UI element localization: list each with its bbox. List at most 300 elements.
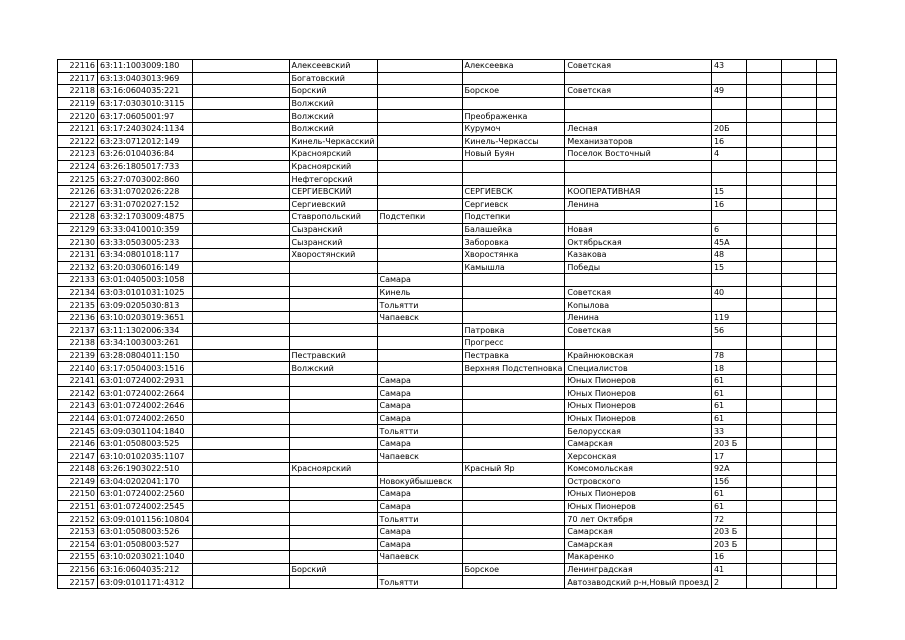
- empty-cell[interactable]: [781, 72, 816, 85]
- empty-cell[interactable]: [746, 211, 781, 224]
- row-number-cell[interactable]: 22125: [58, 173, 98, 186]
- empty-cell[interactable]: [192, 160, 289, 173]
- cadastral-number-cell[interactable]: 63:01:0508003:527: [98, 538, 193, 551]
- empty-cell[interactable]: [192, 337, 289, 350]
- locality-cell[interactable]: [462, 551, 565, 564]
- cadastral-number-cell[interactable]: 63:01:0405003:1058: [98, 274, 193, 287]
- row-number-cell[interactable]: 22138: [58, 337, 98, 350]
- cadastral-number-cell[interactable]: 63:10:0102035:1107: [98, 450, 193, 463]
- city-cell[interactable]: [377, 173, 462, 186]
- city-cell[interactable]: Самара: [377, 525, 462, 538]
- empty-cell[interactable]: [746, 97, 781, 110]
- empty-cell[interactable]: [192, 576, 289, 589]
- row-number-cell[interactable]: 22157: [58, 576, 98, 589]
- empty-cell[interactable]: [746, 72, 781, 85]
- cadastral-number-cell[interactable]: 63:17:0605001:97: [98, 110, 193, 123]
- cadastral-number-cell[interactable]: 63:01:0724002:2560: [98, 488, 193, 501]
- district-cell[interactable]: [289, 286, 377, 299]
- empty-cell[interactable]: [816, 563, 836, 576]
- cadastral-number-cell[interactable]: 63:26:1805017:733: [98, 160, 193, 173]
- house-cell[interactable]: 61: [711, 500, 746, 513]
- empty-cell[interactable]: [816, 362, 836, 375]
- cadastral-number-cell[interactable]: 63:01:0724002:2545: [98, 500, 193, 513]
- city-cell[interactable]: Тольятти: [377, 299, 462, 312]
- empty-cell[interactable]: [746, 387, 781, 400]
- row-number-cell[interactable]: 22154: [58, 538, 98, 551]
- street-cell[interactable]: Автозаводский р-н,Новый проезд: [565, 576, 712, 589]
- empty-cell[interactable]: [746, 248, 781, 261]
- street-cell[interactable]: Юных Пионеров: [565, 387, 712, 400]
- city-cell[interactable]: Тольятти: [377, 576, 462, 589]
- cadastral-number-cell[interactable]: 63:31:0702027:152: [98, 198, 193, 211]
- house-cell[interactable]: 2: [711, 576, 746, 589]
- empty-cell[interactable]: [192, 400, 289, 413]
- row-number-cell[interactable]: 22141: [58, 374, 98, 387]
- empty-cell[interactable]: [192, 299, 289, 312]
- empty-cell[interactable]: [816, 513, 836, 526]
- row-number-cell[interactable]: 22117: [58, 72, 98, 85]
- empty-cell[interactable]: [816, 500, 836, 513]
- house-cell[interactable]: 16: [711, 198, 746, 211]
- empty-cell[interactable]: [192, 72, 289, 85]
- locality-cell[interactable]: [462, 437, 565, 450]
- empty-cell[interactable]: [746, 463, 781, 476]
- street-cell[interactable]: Херсонская: [565, 450, 712, 463]
- empty-cell[interactable]: [746, 563, 781, 576]
- empty-cell[interactable]: [816, 60, 836, 73]
- empty-cell[interactable]: [781, 563, 816, 576]
- empty-cell[interactable]: [192, 538, 289, 551]
- house-cell[interactable]: 48: [711, 248, 746, 261]
- row-number-cell[interactable]: 22150: [58, 488, 98, 501]
- empty-cell[interactable]: [781, 110, 816, 123]
- cadastral-number-cell[interactable]: 63:31:0702026:228: [98, 185, 193, 198]
- empty-cell[interactable]: [781, 223, 816, 236]
- empty-cell[interactable]: [746, 488, 781, 501]
- empty-cell[interactable]: [746, 286, 781, 299]
- row-number-cell[interactable]: 22123: [58, 148, 98, 161]
- empty-cell[interactable]: [746, 236, 781, 249]
- street-cell[interactable]: Советская: [565, 324, 712, 337]
- empty-cell[interactable]: [746, 173, 781, 186]
- empty-cell[interactable]: [192, 223, 289, 236]
- house-cell[interactable]: [711, 72, 746, 85]
- house-cell[interactable]: 15: [711, 185, 746, 198]
- locality-cell[interactable]: [462, 299, 565, 312]
- cadastral-number-cell[interactable]: 63:26:1903022:510: [98, 463, 193, 476]
- district-cell[interactable]: [289, 274, 377, 287]
- city-cell[interactable]: [377, 97, 462, 110]
- street-cell[interactable]: Лесная: [565, 122, 712, 135]
- cadastral-number-cell[interactable]: 63:04:0202041:170: [98, 475, 193, 488]
- empty-cell[interactable]: [781, 513, 816, 526]
- row-number-cell[interactable]: 22145: [58, 425, 98, 438]
- locality-cell[interactable]: [462, 488, 565, 501]
- empty-cell[interactable]: [781, 261, 816, 274]
- street-cell[interactable]: Юных Пионеров: [565, 374, 712, 387]
- row-number-cell[interactable]: 22118: [58, 85, 98, 98]
- locality-cell[interactable]: [462, 425, 565, 438]
- district-cell[interactable]: Сызранский: [289, 223, 377, 236]
- cadastral-number-cell[interactable]: 63:10:0203021:1040: [98, 551, 193, 564]
- street-cell[interactable]: КООПЕРАТИВНАЯ: [565, 185, 712, 198]
- empty-cell[interactable]: [816, 525, 836, 538]
- empty-cell[interactable]: [781, 185, 816, 198]
- row-number-cell[interactable]: 22121: [58, 122, 98, 135]
- street-cell[interactable]: [565, 97, 712, 110]
- empty-cell[interactable]: [746, 160, 781, 173]
- empty-cell[interactable]: [746, 551, 781, 564]
- empty-cell[interactable]: [816, 223, 836, 236]
- cadastral-number-cell[interactable]: 63:01:0724002:2646: [98, 400, 193, 413]
- city-cell[interactable]: [377, 60, 462, 73]
- street-cell[interactable]: Юных Пионеров: [565, 400, 712, 413]
- locality-cell[interactable]: [462, 576, 565, 589]
- cadastral-number-cell[interactable]: 63:17:0504003:1516: [98, 362, 193, 375]
- empty-cell[interactable]: [746, 500, 781, 513]
- empty-cell[interactable]: [816, 538, 836, 551]
- house-cell[interactable]: [711, 299, 746, 312]
- district-cell[interactable]: [289, 324, 377, 337]
- locality-cell[interactable]: [462, 513, 565, 526]
- empty-cell[interactable]: [781, 211, 816, 224]
- empty-cell[interactable]: [781, 337, 816, 350]
- district-cell[interactable]: Ставропольский: [289, 211, 377, 224]
- empty-cell[interactable]: [746, 362, 781, 375]
- empty-cell[interactable]: [192, 362, 289, 375]
- district-cell[interactable]: Борский: [289, 85, 377, 98]
- empty-cell[interactable]: [781, 374, 816, 387]
- empty-cell[interactable]: [816, 110, 836, 123]
- cadastral-number-cell[interactable]: 63:16:0604035:212: [98, 563, 193, 576]
- empty-cell[interactable]: [192, 60, 289, 73]
- city-cell[interactable]: Самара: [377, 374, 462, 387]
- cadastral-number-cell[interactable]: 63:10:0203019:3651: [98, 311, 193, 324]
- city-cell[interactable]: Чапаевск: [377, 551, 462, 564]
- empty-cell[interactable]: [192, 324, 289, 337]
- city-cell[interactable]: [377, 362, 462, 375]
- empty-cell[interactable]: [192, 563, 289, 576]
- house-cell[interactable]: [711, 211, 746, 224]
- city-cell[interactable]: Подстепки: [377, 211, 462, 224]
- house-cell[interactable]: 61: [711, 412, 746, 425]
- empty-cell[interactable]: [781, 400, 816, 413]
- cadastral-number-cell[interactable]: 63:11:1302006:334: [98, 324, 193, 337]
- empty-cell[interactable]: [816, 135, 836, 148]
- locality-cell[interactable]: Балашейка: [462, 223, 565, 236]
- empty-cell[interactable]: [781, 412, 816, 425]
- empty-cell[interactable]: [781, 500, 816, 513]
- row-number-cell[interactable]: 22130: [58, 236, 98, 249]
- street-cell[interactable]: Советская: [565, 286, 712, 299]
- empty-cell[interactable]: [781, 437, 816, 450]
- locality-cell[interactable]: Подстепки: [462, 211, 565, 224]
- district-cell[interactable]: [289, 261, 377, 274]
- street-cell[interactable]: [565, 337, 712, 350]
- city-cell[interactable]: [377, 122, 462, 135]
- empty-cell[interactable]: [816, 211, 836, 224]
- city-cell[interactable]: [377, 72, 462, 85]
- empty-cell[interactable]: [746, 437, 781, 450]
- district-cell[interactable]: Сергиевский: [289, 198, 377, 211]
- empty-cell[interactable]: [746, 576, 781, 589]
- locality-cell[interactable]: [462, 160, 565, 173]
- empty-cell[interactable]: [192, 513, 289, 526]
- district-cell[interactable]: Волжский: [289, 122, 377, 135]
- empty-cell[interactable]: [816, 374, 836, 387]
- empty-cell[interactable]: [746, 374, 781, 387]
- empty-cell[interactable]: [192, 488, 289, 501]
- house-cell[interactable]: 61: [711, 400, 746, 413]
- empty-cell[interactable]: [192, 135, 289, 148]
- empty-cell[interactable]: [816, 173, 836, 186]
- street-cell[interactable]: Крайнюковская: [565, 349, 712, 362]
- district-cell[interactable]: [289, 500, 377, 513]
- empty-cell[interactable]: [816, 576, 836, 589]
- empty-cell[interactable]: [192, 311, 289, 324]
- cadastral-number-cell[interactable]: 63:33:0503005:233: [98, 236, 193, 249]
- locality-cell[interactable]: Патровка: [462, 324, 565, 337]
- street-cell[interactable]: Самарская: [565, 437, 712, 450]
- street-cell[interactable]: Островского: [565, 475, 712, 488]
- empty-cell[interactable]: [746, 525, 781, 538]
- house-cell[interactable]: 18: [711, 362, 746, 375]
- row-number-cell[interactable]: 22156: [58, 563, 98, 576]
- empty-cell[interactable]: [781, 551, 816, 564]
- street-cell[interactable]: Ленина: [565, 198, 712, 211]
- cadastral-number-cell[interactable]: 63:17:0303010:3115: [98, 97, 193, 110]
- city-cell[interactable]: Самара: [377, 500, 462, 513]
- empty-cell[interactable]: [781, 60, 816, 73]
- city-cell[interactable]: [377, 563, 462, 576]
- row-number-cell[interactable]: 22116: [58, 60, 98, 73]
- empty-cell[interactable]: [816, 450, 836, 463]
- house-cell[interactable]: 61: [711, 488, 746, 501]
- empty-cell[interactable]: [192, 286, 289, 299]
- row-number-cell[interactable]: 22132: [58, 261, 98, 274]
- empty-cell[interactable]: [781, 362, 816, 375]
- locality-cell[interactable]: [462, 286, 565, 299]
- district-cell[interactable]: Хворостянский: [289, 248, 377, 261]
- district-cell[interactable]: [289, 299, 377, 312]
- empty-cell[interactable]: [781, 299, 816, 312]
- district-cell[interactable]: Сызранский: [289, 236, 377, 249]
- locality-cell[interactable]: Верхняя Подстепновка: [462, 362, 565, 375]
- empty-cell[interactable]: [746, 349, 781, 362]
- locality-cell[interactable]: [462, 311, 565, 324]
- locality-cell[interactable]: [462, 525, 565, 538]
- empty-cell[interactable]: [746, 60, 781, 73]
- empty-cell[interactable]: [192, 425, 289, 438]
- empty-cell[interactable]: [816, 85, 836, 98]
- empty-cell[interactable]: [816, 337, 836, 350]
- row-number-cell[interactable]: 22140: [58, 362, 98, 375]
- city-cell[interactable]: Самара: [377, 488, 462, 501]
- cadastral-number-cell[interactable]: 63:01:0508003:526: [98, 525, 193, 538]
- empty-cell[interactable]: [192, 173, 289, 186]
- street-cell[interactable]: Казакова: [565, 248, 712, 261]
- empty-cell[interactable]: [781, 450, 816, 463]
- row-number-cell[interactable]: 22152: [58, 513, 98, 526]
- empty-cell[interactable]: [816, 463, 836, 476]
- house-cell[interactable]: 203 Б: [711, 538, 746, 551]
- empty-cell[interactable]: [816, 72, 836, 85]
- empty-cell[interactable]: [781, 248, 816, 261]
- street-cell[interactable]: Ленина: [565, 311, 712, 324]
- empty-cell[interactable]: [746, 337, 781, 350]
- street-cell[interactable]: Макаренко: [565, 551, 712, 564]
- empty-cell[interactable]: [781, 463, 816, 476]
- district-cell[interactable]: Пестравский: [289, 349, 377, 362]
- district-cell[interactable]: [289, 425, 377, 438]
- empty-cell[interactable]: [781, 576, 816, 589]
- district-cell[interactable]: Алексеевский: [289, 60, 377, 73]
- empty-cell[interactable]: [781, 525, 816, 538]
- street-cell[interactable]: [565, 274, 712, 287]
- street-cell[interactable]: [565, 110, 712, 123]
- house-cell[interactable]: 40: [711, 286, 746, 299]
- district-cell[interactable]: Кинель-Черкасский: [289, 135, 377, 148]
- locality-cell[interactable]: [462, 412, 565, 425]
- locality-cell[interactable]: Хворостянка: [462, 248, 565, 261]
- empty-cell[interactable]: [781, 97, 816, 110]
- row-number-cell[interactable]: 22144: [58, 412, 98, 425]
- street-cell[interactable]: Советская: [565, 60, 712, 73]
- empty-cell[interactable]: [781, 236, 816, 249]
- city-cell[interactable]: [377, 160, 462, 173]
- cadastral-number-cell[interactable]: 63:20:0306016:149: [98, 261, 193, 274]
- empty-cell[interactable]: [781, 274, 816, 287]
- row-number-cell[interactable]: 22128: [58, 211, 98, 224]
- house-cell[interactable]: 61: [711, 374, 746, 387]
- row-number-cell[interactable]: 22148: [58, 463, 98, 476]
- empty-cell[interactable]: [192, 437, 289, 450]
- street-cell[interactable]: Специалистов: [565, 362, 712, 375]
- empty-cell[interactable]: [781, 135, 816, 148]
- locality-cell[interactable]: Красный Яр: [462, 463, 565, 476]
- city-cell[interactable]: Самара: [377, 400, 462, 413]
- locality-cell[interactable]: [462, 97, 565, 110]
- locality-cell[interactable]: Алексеевка: [462, 60, 565, 73]
- locality-cell[interactable]: [462, 500, 565, 513]
- row-number-cell[interactable]: 22124: [58, 160, 98, 173]
- cadastral-number-cell[interactable]: 63:01:0508003:525: [98, 437, 193, 450]
- row-number-cell[interactable]: 22151: [58, 500, 98, 513]
- city-cell[interactable]: [377, 135, 462, 148]
- district-cell[interactable]: [289, 576, 377, 589]
- street-cell[interactable]: [565, 160, 712, 173]
- empty-cell[interactable]: [781, 311, 816, 324]
- empty-cell[interactable]: [192, 387, 289, 400]
- district-cell[interactable]: [289, 400, 377, 413]
- empty-cell[interactable]: [746, 412, 781, 425]
- cadastral-number-cell[interactable]: 63:23:0712012:149: [98, 135, 193, 148]
- empty-cell[interactable]: [746, 185, 781, 198]
- district-cell[interactable]: Красноярский: [289, 463, 377, 476]
- empty-cell[interactable]: [781, 387, 816, 400]
- house-cell[interactable]: [711, 173, 746, 186]
- street-cell[interactable]: [565, 72, 712, 85]
- empty-cell[interactable]: [816, 324, 836, 337]
- empty-cell[interactable]: [746, 311, 781, 324]
- city-cell[interactable]: Самара: [377, 387, 462, 400]
- street-cell[interactable]: Самарская: [565, 525, 712, 538]
- street-cell[interactable]: Победы: [565, 261, 712, 274]
- row-number-cell[interactable]: 22147: [58, 450, 98, 463]
- city-cell[interactable]: Чапаевск: [377, 311, 462, 324]
- empty-cell[interactable]: [192, 500, 289, 513]
- row-number-cell[interactable]: 22129: [58, 223, 98, 236]
- cadastral-number-cell[interactable]: 63:11:1003009:180: [98, 60, 193, 73]
- empty-cell[interactable]: [192, 236, 289, 249]
- city-cell[interactable]: Тольятти: [377, 513, 462, 526]
- district-cell[interactable]: СЕРГИЕВСКИЙ: [289, 185, 377, 198]
- empty-cell[interactable]: [781, 160, 816, 173]
- empty-cell[interactable]: [746, 450, 781, 463]
- house-cell[interactable]: 16: [711, 135, 746, 148]
- district-cell[interactable]: [289, 311, 377, 324]
- city-cell[interactable]: [377, 148, 462, 161]
- house-cell[interactable]: [711, 110, 746, 123]
- street-cell[interactable]: Белорусская: [565, 425, 712, 438]
- house-cell[interactable]: 203 Б: [711, 437, 746, 450]
- district-cell[interactable]: Волжский: [289, 97, 377, 110]
- city-cell[interactable]: [377, 324, 462, 337]
- empty-cell[interactable]: [192, 349, 289, 362]
- house-cell[interactable]: 20Б: [711, 122, 746, 135]
- empty-cell[interactable]: [816, 274, 836, 287]
- locality-cell[interactable]: [462, 538, 565, 551]
- locality-cell[interactable]: Сергиевск: [462, 198, 565, 211]
- house-cell[interactable]: 119: [711, 311, 746, 324]
- cadastral-number-cell[interactable]: 63:09:0205030:813: [98, 299, 193, 312]
- empty-cell[interactable]: [816, 236, 836, 249]
- cadastral-number-cell[interactable]: 63:33:0410010:359: [98, 223, 193, 236]
- city-cell[interactable]: [377, 248, 462, 261]
- empty-cell[interactable]: [192, 97, 289, 110]
- empty-cell[interactable]: [746, 299, 781, 312]
- district-cell[interactable]: [289, 538, 377, 551]
- house-cell[interactable]: [711, 274, 746, 287]
- house-cell[interactable]: 41: [711, 563, 746, 576]
- row-number-cell[interactable]: 22127: [58, 198, 98, 211]
- house-cell[interactable]: 43: [711, 60, 746, 73]
- empty-cell[interactable]: [746, 223, 781, 236]
- empty-cell[interactable]: [781, 286, 816, 299]
- street-cell[interactable]: Юных Пионеров: [565, 500, 712, 513]
- district-cell[interactable]: [289, 437, 377, 450]
- empty-cell[interactable]: [192, 450, 289, 463]
- district-cell[interactable]: [289, 475, 377, 488]
- street-cell[interactable]: Октябрьская: [565, 236, 712, 249]
- house-cell[interactable]: [711, 337, 746, 350]
- locality-cell[interactable]: [462, 72, 565, 85]
- empty-cell[interactable]: [746, 400, 781, 413]
- row-number-cell[interactable]: 22149: [58, 475, 98, 488]
- street-cell[interactable]: [565, 211, 712, 224]
- empty-cell[interactable]: [781, 349, 816, 362]
- empty-cell[interactable]: [192, 374, 289, 387]
- locality-cell[interactable]: [462, 400, 565, 413]
- locality-cell[interactable]: Прогресс: [462, 337, 565, 350]
- locality-cell[interactable]: [462, 450, 565, 463]
- empty-cell[interactable]: [781, 122, 816, 135]
- empty-cell[interactable]: [816, 437, 836, 450]
- row-number-cell[interactable]: 22119: [58, 97, 98, 110]
- empty-cell[interactable]: [746, 110, 781, 123]
- street-cell[interactable]: Механизаторов: [565, 135, 712, 148]
- cadastral-number-cell[interactable]: 63:27:0703002:860: [98, 173, 193, 186]
